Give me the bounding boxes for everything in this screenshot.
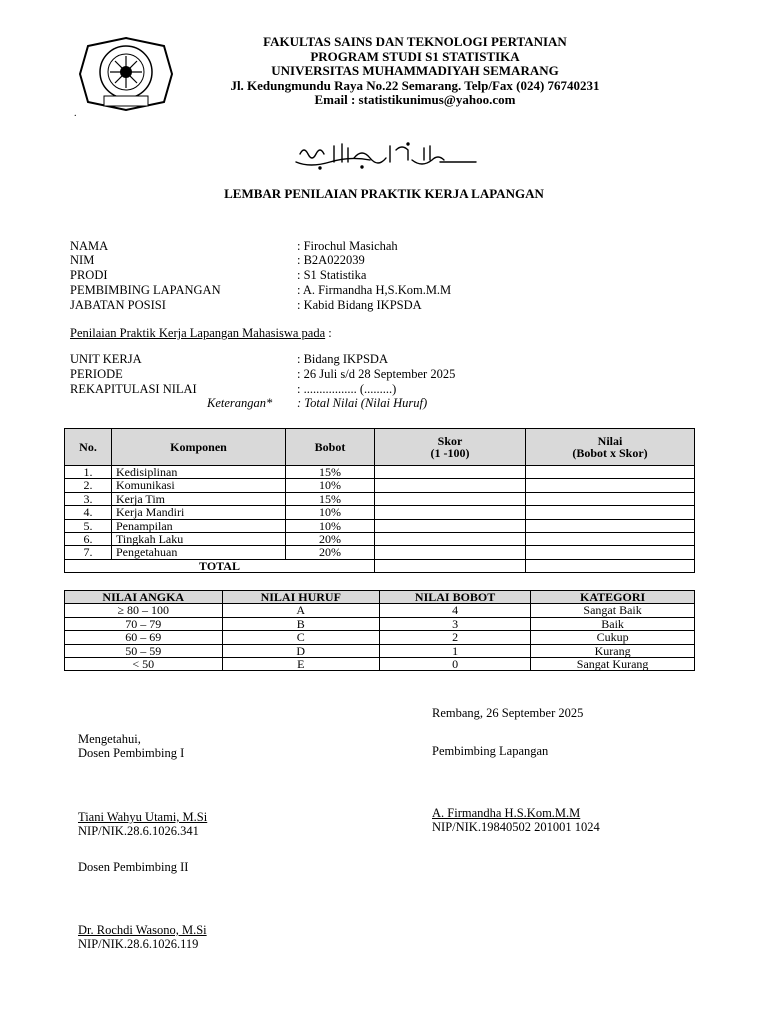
- grade-category: Baik: [531, 617, 695, 630]
- grade-letter: B: [222, 617, 380, 630]
- total-row: [65, 559, 695, 572]
- table-row: [65, 506, 695, 519]
- field-label: JABATAN POSISI: [70, 298, 166, 312]
- nilai-cell[interactable]: [526, 546, 695, 559]
- nilai-cell[interactable]: [526, 506, 695, 519]
- email-line: Email : statistikunimus@yahoo.com: [314, 92, 516, 108]
- grade-range: < 50: [65, 658, 223, 671]
- field-label: UNIT KERJA: [70, 352, 142, 366]
- row-komponen: Komunikasi: [112, 479, 286, 492]
- score-table-header: [65, 429, 695, 466]
- university-line: UNIVERSITAS MUHAMMADIYAH SEMARANG: [271, 63, 559, 79]
- col-nilai-line2: (Bobot x Skor): [572, 446, 648, 460]
- table-row: [65, 479, 695, 492]
- grade-weight: 4: [380, 604, 531, 617]
- table-row: [65, 466, 695, 479]
- field-value: : B2A022039: [297, 253, 365, 267]
- grade-table-header: [65, 591, 695, 604]
- grade-category: Kurang: [531, 644, 695, 657]
- grade-weight: 3: [380, 617, 531, 630]
- grade-range: 50 – 59: [65, 644, 223, 657]
- total-label: TOTAL: [65, 559, 375, 572]
- nilai-cell[interactable]: [526, 466, 695, 479]
- table-row: [65, 617, 695, 630]
- skor-cell[interactable]: [375, 546, 526, 559]
- nilai-cell[interactable]: [526, 533, 695, 546]
- note-value: : Total Nilai (Nilai Huruf): [297, 396, 428, 410]
- field-supervisor-nip: NIP/NIK.19840502 201001 1024: [432, 820, 600, 834]
- identity-name-row: [70, 239, 398, 253]
- table-row: [65, 658, 695, 671]
- supervisor1-title: Dosen Pembimbing I: [78, 746, 185, 760]
- row-komponen: Pengetahuan: [112, 546, 286, 559]
- row-bobot: 20%: [286, 546, 375, 559]
- field-label: REKAPITULASI NILAI: [70, 382, 197, 396]
- field-label: NIM: [70, 253, 95, 267]
- university-logo: [78, 36, 174, 112]
- row-no: 1.: [65, 466, 112, 479]
- faculty-line: FAKULTAS SAINS DAN TEKNOLOGI PERTANIAN: [263, 34, 567, 49]
- identity-nim-row: [70, 253, 365, 267]
- field-label: PEMBIMBING LAPANGAN: [70, 283, 221, 297]
- field-label: PRODI: [70, 268, 108, 282]
- total-nilai-cell[interactable]: [526, 559, 695, 572]
- assessment-intro: [70, 326, 332, 340]
- row-komponen: Tingkah Laku: [112, 533, 286, 546]
- row-no: 6.: [65, 533, 112, 546]
- total-skor-cell[interactable]: [375, 559, 526, 572]
- grade-letter: C: [222, 631, 380, 644]
- row-komponen: Penampilan: [112, 519, 286, 532]
- field-value: : ................. (.........): [297, 382, 397, 396]
- address-line: Jl. Kedungmundu Raya No.22 Semarang. Telp/Fax (024) 76740231: [230, 77, 600, 93]
- grade-letter: E: [222, 658, 380, 671]
- skor-cell[interactable]: [375, 533, 526, 546]
- identity-prodi-row: [70, 268, 367, 282]
- field-value: : S1 Statistika: [297, 268, 367, 282]
- supervisor2-name: Dr. Rochdi Wasono, M.Si: [78, 923, 207, 937]
- supervisor1-nip: NIP/NIK.28.6.1026.341: [78, 824, 199, 838]
- stray-dot: .: [74, 108, 77, 119]
- col-bobot: Bobot: [286, 429, 375, 466]
- col-nilai-angka: NILAI ANGKA: [65, 591, 223, 604]
- skor-cell[interactable]: [375, 479, 526, 492]
- basmalah-calligraphy: [290, 140, 480, 172]
- col-skor-line1: Skor: [437, 433, 463, 448]
- letterhead: [190, 35, 640, 108]
- nilai-cell[interactable]: [526, 479, 695, 492]
- col-kategori: KATEGORI: [531, 591, 695, 604]
- field-value: : Kabid Bidang IKPSDA: [297, 298, 422, 312]
- row-no: 2.: [65, 479, 112, 492]
- table-row: [65, 519, 695, 532]
- acknowledged-label: Mengetahui,: [78, 732, 141, 746]
- nilai-cell[interactable]: [526, 519, 695, 532]
- col-nilai: [526, 429, 695, 466]
- row-bobot: 10%: [286, 506, 375, 519]
- grade-letter: A: [222, 604, 380, 617]
- nilai-cell[interactable]: [526, 492, 695, 505]
- grade-weight: 2: [380, 631, 531, 644]
- grade-table: [64, 590, 695, 671]
- assessment-colon: :: [325, 326, 332, 340]
- table-row: [65, 533, 695, 546]
- grade-category: Sangat Kurang: [531, 658, 695, 671]
- row-bobot: 15%: [286, 466, 375, 479]
- field-label: PERIODE: [70, 367, 123, 381]
- table-row: [65, 546, 695, 559]
- note-label: Keterangan*: [207, 396, 273, 410]
- identity-supervisor-row: [70, 283, 452, 297]
- row-bobot: 10%: [286, 519, 375, 532]
- field-label: NAMA: [70, 239, 109, 253]
- row-no: 3.: [65, 492, 112, 505]
- grade-range: ≥ 80 – 100: [65, 604, 223, 617]
- col-nilai-bobot: NILAI BOBOT: [380, 591, 531, 604]
- assessment-intro-text: Penilaian Praktik Kerja Lapangan Mahasiswa pada: [70, 326, 326, 340]
- field-value: : Bidang IKPSDA: [297, 352, 388, 366]
- skor-cell[interactable]: [375, 492, 526, 505]
- col-nilai-huruf: NILAI HURUF: [222, 591, 380, 604]
- place-date: Rembang, 26 September 2025: [432, 706, 584, 720]
- row-komponen: Kerja Mandiri: [112, 506, 286, 519]
- work-period-row: [70, 367, 456, 381]
- field-value: : A. Firmandha H,S.Kom.M.M: [297, 283, 452, 297]
- grade-weight: 0: [380, 658, 531, 671]
- form-title: LEMBAR PENILAIAN PRAKTIK KERJA LAPANGAN: [224, 186, 544, 201]
- identity-position-row: [70, 298, 422, 312]
- col-nilai-line1: Nilai: [597, 433, 623, 448]
- row-no: 4.: [65, 506, 112, 519]
- grade-category: Cukup: [531, 631, 695, 644]
- grade-category: Sangat Baik: [531, 604, 695, 617]
- row-bobot: 20%: [286, 533, 375, 546]
- row-bobot: 10%: [286, 479, 375, 492]
- program-line: PROGRAM STUDI S1 STATISTIKA: [310, 48, 520, 64]
- supervisor2-title: Dosen Pembimbing II: [78, 860, 189, 874]
- table-row: [65, 604, 695, 617]
- field-supervisor-name: A. Firmandha H.S.Kom.M.M: [432, 806, 581, 820]
- supervisor1-name: Tiani Wahyu Utami, M.Si: [78, 810, 208, 824]
- col-skor: [375, 429, 526, 466]
- row-komponen: Kerja Tim: [112, 492, 286, 505]
- work-recap-row: [70, 382, 397, 396]
- col-skor-line2: (1 -100): [430, 446, 470, 460]
- field-supervisor-title: Pembimbing Lapangan: [432, 744, 549, 758]
- skor-cell[interactable]: [375, 466, 526, 479]
- table-row: [65, 644, 695, 657]
- skor-cell[interactable]: [375, 519, 526, 532]
- score-table: [64, 428, 695, 573]
- row-no: 5.: [65, 519, 112, 532]
- skor-cell[interactable]: [375, 506, 526, 519]
- supervisor2-nip: NIP/NIK.28.6.1026.119: [78, 937, 199, 951]
- grade-range: 60 – 69: [65, 631, 223, 644]
- field-value: : Firochul Masichah: [297, 239, 398, 253]
- table-row: [65, 631, 695, 644]
- work-unit-row: [70, 352, 388, 366]
- grade-range: 70 – 79: [65, 617, 223, 630]
- row-komponen: Kedisiplinan: [112, 466, 286, 479]
- col-komponen: Komponen: [112, 429, 286, 466]
- grade-letter: D: [222, 644, 380, 657]
- col-no: No.: [65, 429, 112, 466]
- row-no: 7.: [65, 546, 112, 559]
- table-row: [65, 492, 695, 505]
- field-value: : 26 Juli s/d 28 September 2025: [297, 367, 456, 381]
- row-bobot: 15%: [286, 492, 375, 505]
- grade-weight: 1: [380, 644, 531, 657]
